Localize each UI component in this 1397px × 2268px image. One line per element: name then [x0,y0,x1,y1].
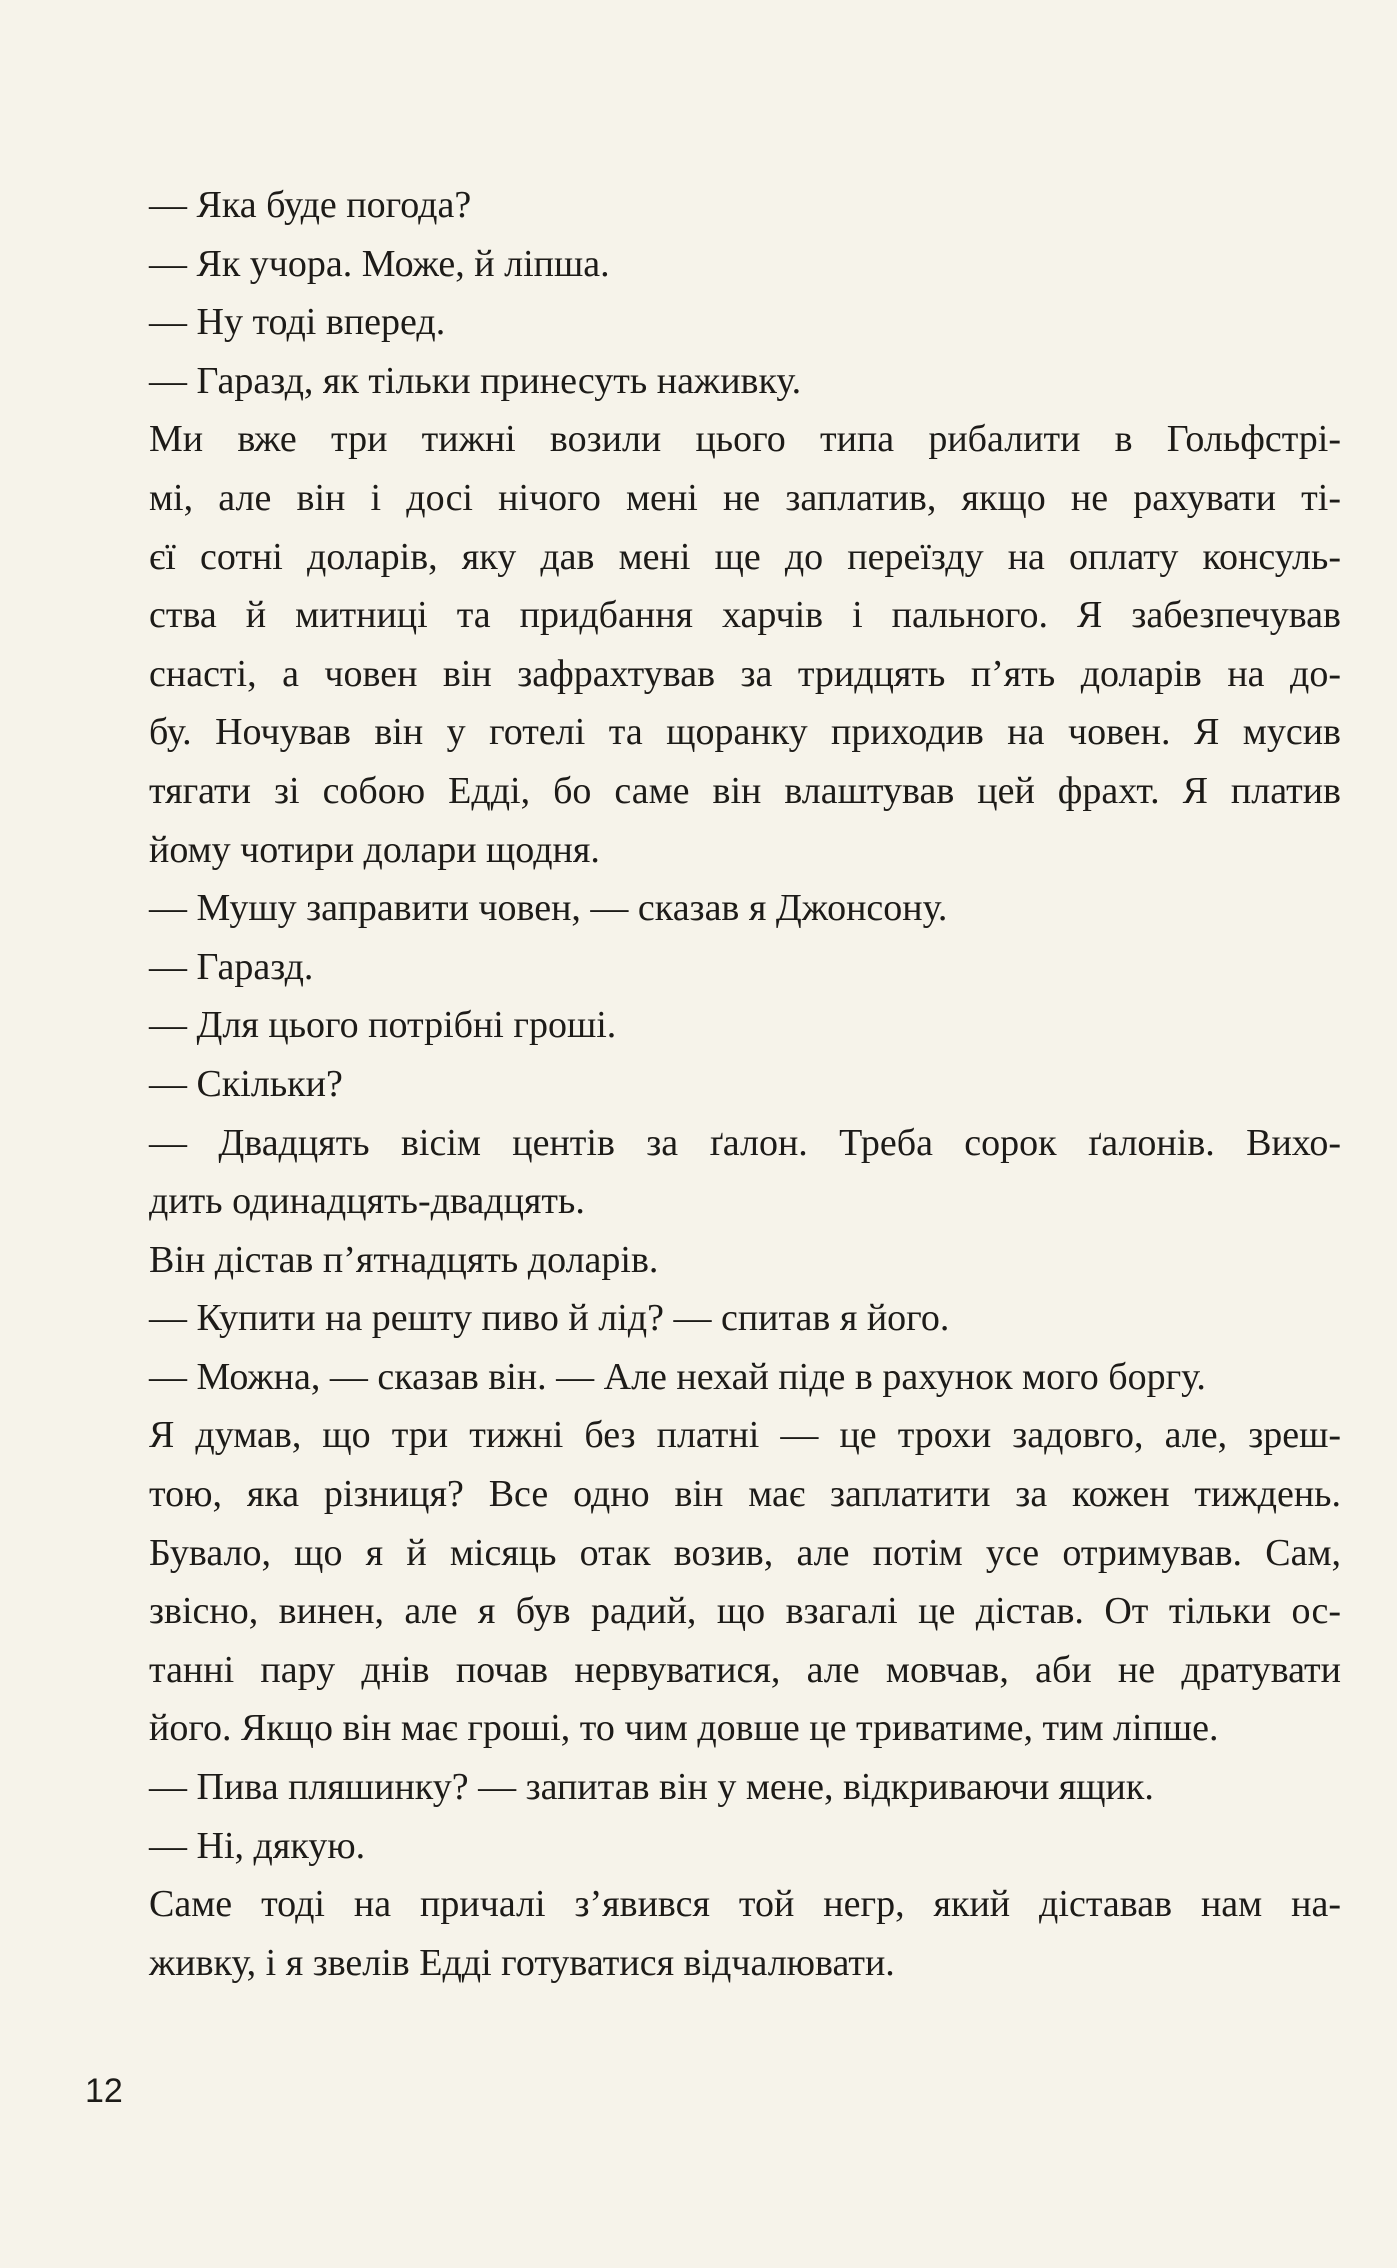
text-line: Саме тоді на причалі з’явився той негр, який діставав нам на- [149,1883,1341,1926]
text-line: — Ні, дякую. [149,1824,366,1867]
text-line: бу. Ночував він у готелі та щоранку приходив на човен. Я мусив [149,711,1341,754]
text-line: живку, і я звелів Едді готуватися відчалювати. [149,1941,895,1984]
body-text [149,176,1341,1992]
page-number: 12 [85,2072,123,2110]
text-line: — Пива пляшинку? — запитав він у мене, відкриваючи ящик. [149,1766,1154,1809]
text-line: снасті, а човен він зафрахтував за тридцять п’ять доларів на до- [149,652,1341,695]
text-line: Я думав, що три тижні без платні — це трохи задовго, але, зреш- [149,1414,1341,1457]
text-line: дить одинадцять-двадцять. [149,1180,585,1223]
text-line: танні пару днів почав нервуватися, але мовчав, аби не дратувати [149,1648,1341,1691]
text-line: тою, яка різниця? Все одно він має заплатити за кожен тиждень. [149,1473,1341,1516]
text-line: — Гаразд. [149,945,314,988]
text-line: його. Якщо він має гроші, то чим довше це триватиме, тим ліпше. [149,1707,1219,1750]
text-line: Ми вже три тижні возили цього типа рибалити в Гольфстрі- [149,418,1341,461]
text-line: мі, але він і досі нічого мені не заплатив, якщо не рахувати ті- [149,476,1341,519]
text-line: — Для цього потрібні гроші. [149,1004,617,1047]
text-line: — Двадцять вісім центів за ґалон. Треба сорок ґалонів. Вихо- [149,1121,1341,1164]
text-line: єї сотні доларів, яку дав мені ще до переїзду на оплату консуль- [149,535,1341,578]
text-line: — Можна, — сказав він. — Але нехай піде в рахунок мого боргу. [149,1355,1206,1398]
text-line: йому чотири долари щодня. [149,828,600,871]
text-line: — Як учора. Може, й ліпша. [149,242,610,285]
text-line: — Яка буде погода? [149,184,472,226]
text-line: звісно, винен, але я був радий, що взагалі це дістав. От тільки ос- [149,1590,1341,1633]
text-line: — Купити на решту пиво й лід? — спитав я його. [149,1297,950,1340]
text-line: Він дістав п’ятнадцять доларів. [149,1238,659,1281]
text-line: тягати зі собою Едді, бо саме він влаштував цей фрахт. Я платив [149,769,1341,812]
text-line: ства й митниці та придбання харчів і пального. Я забезпечував [149,594,1341,637]
text-line: — Ну тоді вперед. [149,301,446,344]
text-line: — Гаразд, як тільки принесуть наживку. [149,359,802,402]
text-line: — Мушу заправити човен, — сказав я Джонсону. [149,887,948,930]
text-line: — Скільки? [149,1062,343,1105]
text-line: Бувало, що я й місяць отак возив, але потім усе отримував. Сам, [149,1531,1341,1574]
